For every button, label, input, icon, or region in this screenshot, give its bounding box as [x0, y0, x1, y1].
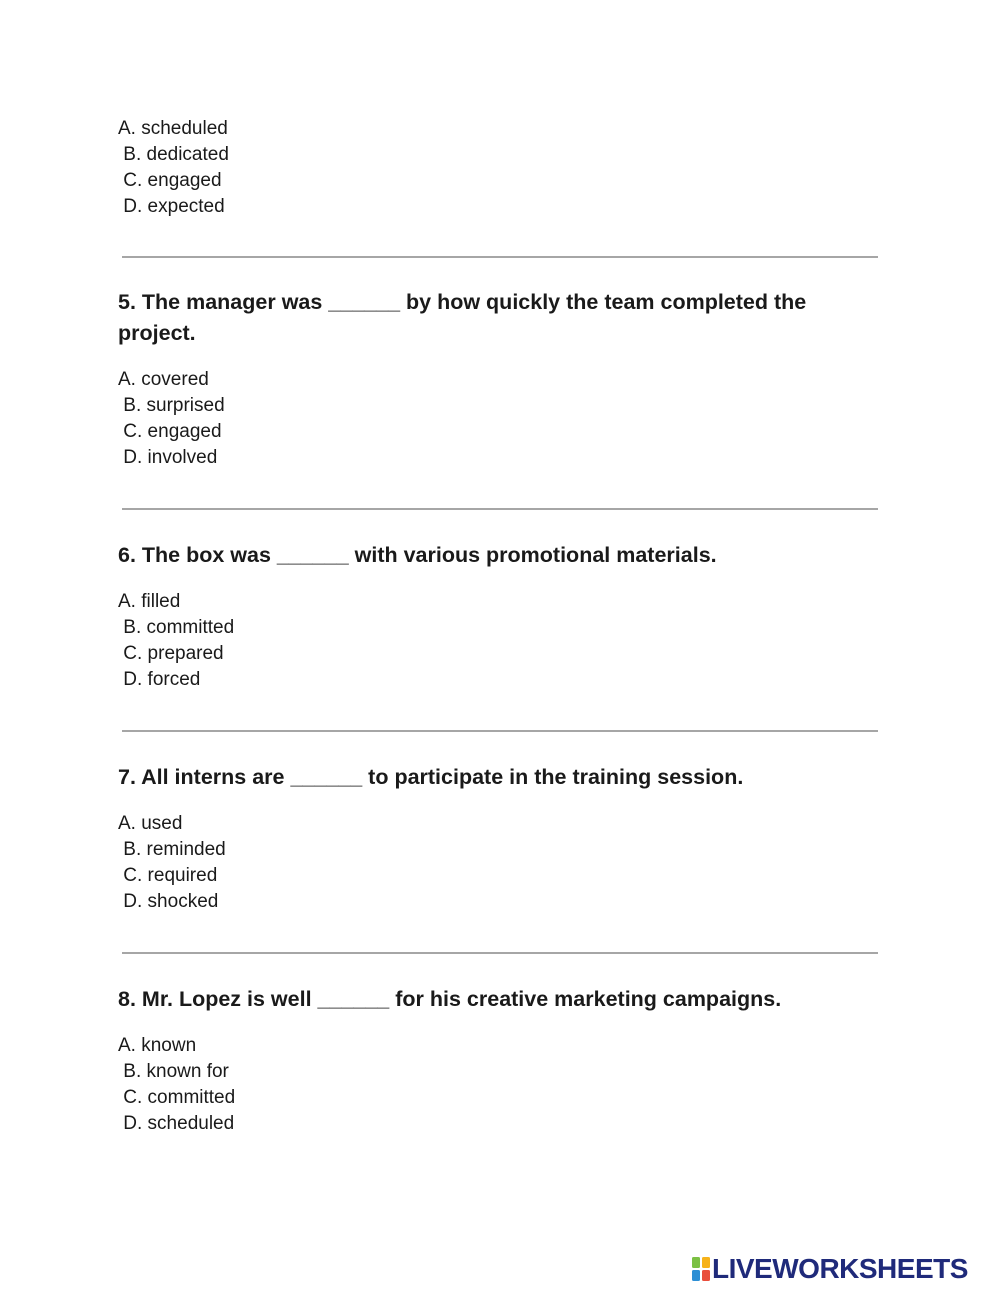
question-6	[118, 540, 888, 693]
option-c[interactable]: C. committed	[118, 1087, 236, 1108]
options-list	[118, 367, 888, 471]
option-b[interactable]: B. committed	[118, 617, 235, 638]
question-text: 7. All interns are ______ to participate in the training session.	[118, 765, 744, 789]
options-list	[118, 589, 888, 693]
option-d[interactable]: D. forced	[118, 669, 201, 690]
option-d[interactable]: D. involved	[118, 447, 218, 468]
option-b[interactable]: B. reminded	[118, 839, 226, 860]
option-d[interactable]: D. scheduled	[118, 1113, 235, 1134]
option-a[interactable]: A. covered	[118, 369, 209, 390]
options-list	[118, 1033, 888, 1137]
liveworksheets-logo-icon	[692, 1257, 710, 1281]
divider	[122, 952, 878, 954]
option-c[interactable]: C. prepared	[118, 643, 224, 664]
divider	[122, 508, 878, 510]
question-7	[118, 762, 888, 915]
option-a[interactable]: A. scheduled	[118, 118, 228, 139]
option-a[interactable]: A. known	[118, 1035, 197, 1056]
question-text: 8. Mr. Lopez is well ______ for his creative marketing campaigns.	[118, 987, 782, 1011]
option-c[interactable]: C. engaged	[118, 421, 222, 442]
question-5	[118, 287, 888, 471]
question-text: 5. The manager was ______ by how quickly the team completed the project.	[118, 290, 807, 345]
brand-name: LIVEWORKSHEETS	[712, 1253, 968, 1284]
option-d[interactable]: D. expected	[118, 196, 225, 217]
option-b[interactable]: B. known for	[118, 1061, 229, 1082]
question-8	[118, 984, 888, 1137]
option-b[interactable]: B. surprised	[118, 395, 225, 416]
option-d[interactable]: D. shocked	[118, 891, 219, 912]
options-list	[118, 811, 888, 915]
question-text: 6. The box was ______ with various promotional materials.	[118, 543, 717, 567]
divider	[122, 730, 878, 732]
divider	[122, 256, 878, 258]
option-c[interactable]: C. required	[118, 865, 218, 886]
option-c[interactable]: C. engaged	[118, 170, 222, 191]
option-b[interactable]: B. dedicated	[118, 144, 229, 165]
question-4-options	[118, 116, 888, 220]
option-a[interactable]: A. used	[118, 813, 183, 834]
liveworksheets-brand	[692, 1255, 968, 1283]
option-a[interactable]: A. filled	[118, 591, 181, 612]
